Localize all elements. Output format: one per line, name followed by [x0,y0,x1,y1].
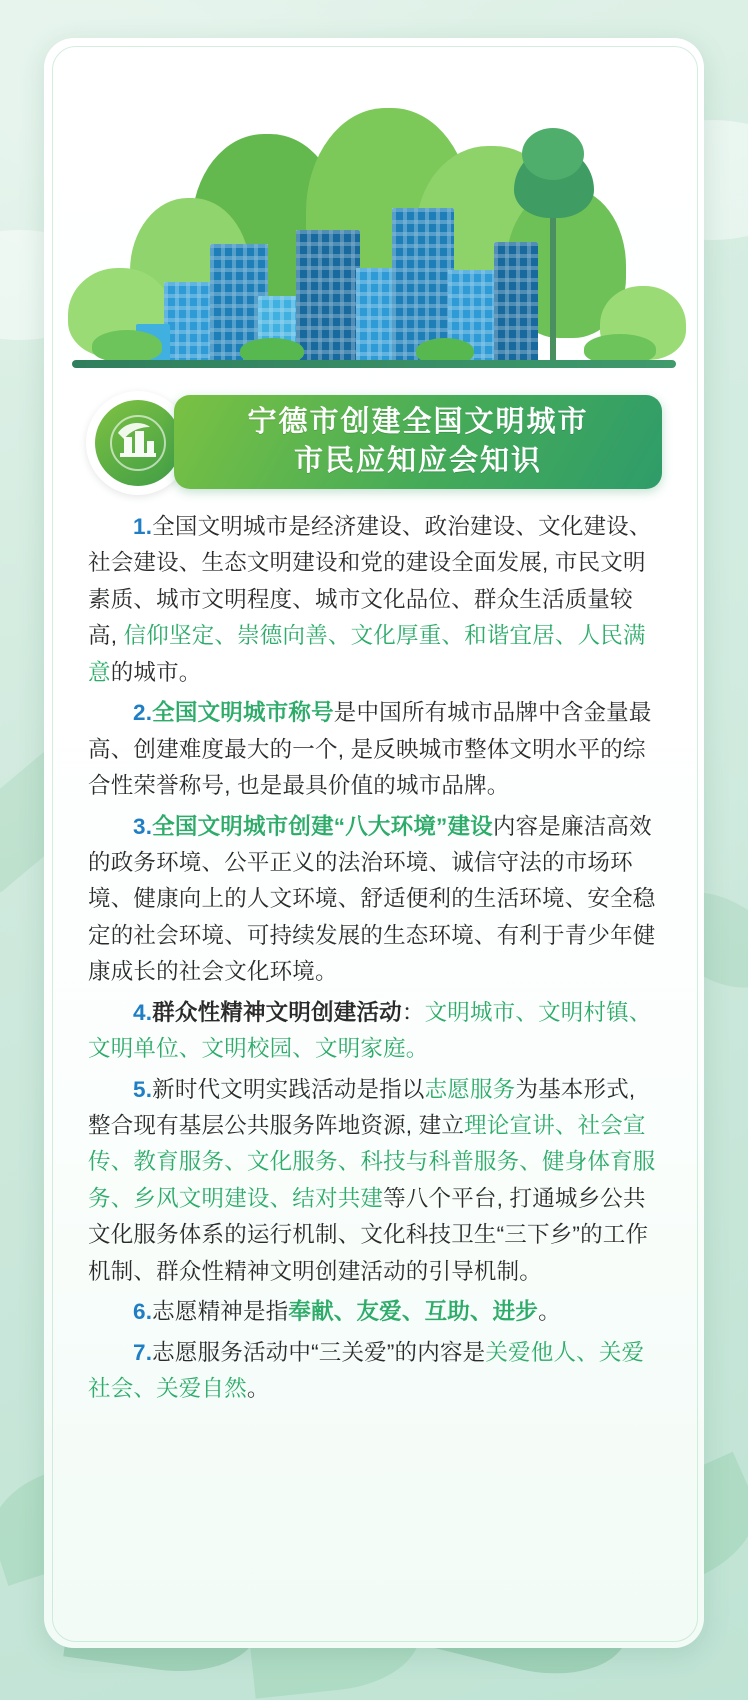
paragraph [88,809,660,991]
text-segment: 全国文明城市称号 [152,700,334,726]
text-segment: 。 [246,1376,270,1402]
title-section [44,383,704,503]
text-segment: 理论宣讲、社会宣传、教育服务、文化服务、科技与科普服务、健身体育服务、乡风文明建设、结对共建 [88,1113,656,1211]
text-segment: 内容是廉洁高效的政务环境、公平正义的法治环境、诚信守法的市场环境、健康向上的人文环境、舒适便利的生活环境、安全稳定的社会环境、可持续发展的生态环境、有利于青少年健康成长的社会文化环境。 [88,813,656,985]
text-segment: 奉献、友爱、互助、进步 [288,1299,539,1325]
text-segment: 关爱他人、关爱社会、关爱自然 [88,1339,645,1402]
text-segment: 新时代文明实践活动是指以 [152,1076,425,1102]
bush-shape [92,330,162,362]
item-number: 4. [133,999,153,1025]
text-segment: 群众性精神文明创建活动 [152,999,402,1025]
text-segment: 志愿服务 [424,1076,516,1102]
text-segment: 是中国所有城市品牌中含金量最高、创建难度最大的一个, 是反映城市整体文明水平的综合性荣誉称号, 也是最具价值的城市品牌。 [88,700,652,799]
paragraph [88,995,660,1068]
text-segment: 志愿服务活动中“三关爱”的内容是 [152,1339,486,1365]
page-title-line1: 宁德市创建全国文明城市 [247,405,589,438]
item-number: 3. [133,813,153,839]
item-number: 2. [133,700,153,726]
building-shape [494,242,538,362]
text-segment: 等八个平台, 打通城乡公共文化服务体系的运行机制、文化科技卫生“三下乡”的工作机制、群众性精神文明创建活动的引导机制。 [88,1185,649,1284]
text-segment: 。 [538,1299,561,1325]
item-number: 1. [133,514,153,539]
ground-line [72,360,676,368]
item-number: 5. [133,1076,153,1102]
title-banner [174,395,662,489]
item-number: 7. [133,1339,153,1365]
green-city-illustration [44,38,704,383]
conifer-tree-icon [522,128,584,180]
paragraph [88,509,660,691]
paragraph [88,1072,660,1291]
paragraph [88,1335,660,1408]
city-leaf-emblem-icon [95,400,181,486]
building-shape [296,230,360,362]
paragraph [88,695,660,804]
page-title-line2: 市民应知应会知识 [293,445,542,477]
text-segment: 文明城市、文明村镇、文明单位、文明校园、文明家庭。 [88,999,652,1062]
text-segment: 为基本形式, 整合现有基层公共服务阵地资源, 建立 [88,1076,636,1138]
text-segment: 全国文明城市创建“八大环境”建设 [152,813,493,839]
item-number: 6. [133,1299,153,1325]
article-body [44,503,704,1442]
text-segment: ： [401,999,425,1025]
content-card [44,38,704,1648]
text-segment: 志愿精神是指 [152,1299,289,1325]
text-segment: 的城市。 [110,659,202,685]
text-segment: 全国文明城市是经济建设、政治建设、文化建设、社会建设、生态文明建设和党的建设全面发展, 市民文明素质、城市文明程度、城市文化品位、群众生活质量较高, [88,514,652,649]
text-segment: 信仰坚定、崇德向善、文化厚重、和谐宜居、人民满意 [88,623,646,685]
paragraph [88,1294,660,1330]
